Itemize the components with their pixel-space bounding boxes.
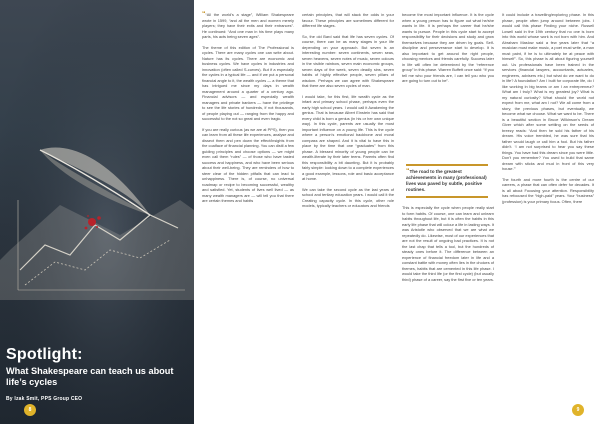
feature-title: Spotlight: bbox=[6, 346, 83, 363]
byline: By Izak Smit, PPS Group CEO bbox=[6, 396, 83, 402]
article-column-1 bbox=[202, 12, 294, 209]
paragraph: It could include a travelling/exploring phase. In this phase, people often jump around between jobs. I would call this phase Finding your niche. Russell Lowell said in the 19th century that no one is born into this world whose work is not born with him. And Abraham Maslow said a few years later that “a musician must make music, a poet must write, a man must paint, if he is to ultimately be at peace with himself”. So, this phase is all about figuring yourself out. Us professionals have been trained in the services (financial lawyers, accountants, actuaries, engineers, advisers etc.) but what do we want to do in life? A foundation? Am I built for corporate life, do I like working in big teams or am I an entrepreneur? What am I truly? What is my greatest joy? What is my natural curiosity? What should the world not expect from me, what am I not? We all come from a story, the previous phases, but eventually, we become what we choose. What we want to be. There is a beautiful section in Bruce Wilkinson’s Dream Giver which after some settling on the seeds of breezy reads: “And then he sold his father of his dream. His voice trembled, he was sure that his father would laugh or call him a fool. But his father didn’t. ‘I am not surprised to hear you say these things. You have had this dream since you were little. Don’t you remember? You used to build that same dream with sticks and mud in front of this very house.’” bbox=[502, 12, 594, 171]
paragraph: We can take the second cycle as the last years of school and tertiary education years. I would call it the Creating capacity cycle. In this cycle, other role models, typically teachers or educators and friends bbox=[302, 186, 394, 208]
paragraph: I would take, for this first, life wealth cycle as the infant and primary school phase, perhaps even the early high school years. I would call it Awakening the genius. That is because Albert Einstein has said that every child is born a genius (in his or her own unique way). In this cycle, parents are usually the most important influence on a young life. This is the cycle where a person’s emotional backbone and moral compass are shaped. And it is vital to have this in place by the time that one “graduates” from this phase. A blessed minority of young people can be wealth-literate by their later teens. Parents often find this responsibility a bit daunting. But it is probably fairly simple: looking down to a complete experiences a good example, lessons, role and basic acceptance at home. bbox=[302, 93, 394, 181]
pull-quote: “The road to the greatest achievements in many (professional) lives was paved by subtle, positive routines. bbox=[406, 164, 488, 198]
paragraph: The theme of this edition of The Professional is cycles. There are many cycles one can write about. Nature has its cycles. There are economic and business cycles. We have cycles in industries and innovation (often called S-curves). But if a especially the cycles in a typical life — and if we put a personal financial angle to it, the wealth cycles — a theme that has intrigued me since my days in wealth management around a quarter of a century ago. Financial advisors — and especially wealth managers and private bankers — have the privilege to see the life stories of hundreds, if not thousands, of people playing out — ranging from the happy and successful to the not so great and even tragic. bbox=[202, 44, 294, 121]
article-column-4 bbox=[502, 12, 594, 209]
pull-quote-mark: “ bbox=[406, 168, 410, 175]
feature-subtitle: What Shakespeare can teach us about life’s cycles bbox=[6, 366, 174, 387]
feature-photo-page bbox=[0, 0, 194, 424]
paragraph: If you are really curious (as we are at PPS), then you can learn from all these life experiences, analyse and dissect them and pen down the effect/insights from the coalface of financial planning. You can distil a few guiding principles and choose options — we might even call them “rules” — of those who have tasted success and happiness, and who have been serious about their well-being. They are reminders of how to steer clear of the hidden pitfalls that can lead to unhappiness. There is, of course, no universal roadmap or recipe to becoming successful, wealthy and satisfied. Yet, students of lives well lived — as many wealth managers are — will tell you that there are certain themes and habits bbox=[202, 126, 294, 203]
article-column-2 bbox=[302, 12, 394, 214]
page-number-left: 8 bbox=[24, 404, 36, 416]
opening-quote-mark: “ bbox=[202, 11, 206, 18]
article-column-3 bbox=[402, 12, 494, 89]
paragraph: certain principles, that will stack the odds in your favour. These principles are sometimes different for different life stages. bbox=[302, 12, 394, 28]
paragraph: So, the old Bard said that life has seven cycles. Of course, there can be as many stages in your life depending on your approach. But seven is an interesting number: seven continents, seven seas, seven heavens, seven notes of music, seven colours in the visible rainbow, seven main economic groups, seven days of the week, seven deadly sins, seven habits of highly effective people, seven pillars of wisdom. Perhaps we can agree with Shakespeare that there are also seven cycles of man. bbox=[302, 33, 394, 88]
paragraph: The fourth and more fourth is the centre of our careers, a phase that can often defer for decades. It is all about Focusing your attention. Responsibility has refocused the “high-paid” years. Your “business” (profession) is your primary focus. Often, there bbox=[502, 176, 594, 204]
article-column-3-continued bbox=[402, 205, 494, 287]
paragraph: This is especially the cycle when people really start to form habits. Of course, one can learn and unlearn habits throughout life, but it is often the habits in this early life phase that will colour a life in lasting ways. It was Aristotle who observed that we are what we repeatedly do. Likewise, most of our experiences that are not the result of ongoing bad practices. It is not the last chap that tells a tool, but the hundreds of steady ones before it. The difference between an experience of financial freedom later in life and a constant battle with money often lies in the choices of themes, habits that are cemented in this life phase. I would take the third life (or the first cycle) (but usually third) phase of a career, say the first five or ten years. bbox=[402, 205, 494, 282]
paragraph: ““All the world’s a stage”, William Shakespeare wrote in 1599, “and all the men and women merely players; they have their exits and their entrances”. He continued: “And one man in his time plays many parts, his acts being seven ages”. bbox=[202, 11, 294, 39]
page-number-right: 9 bbox=[572, 404, 584, 416]
paragraph: become the most important influence. It is the cycle when a young person has to figure out what he/she wants in life. It is perhaps the career that he/she wants to pursue. People in this cycle start to accept responsibility for their decisions and study and grow themselves because they are driven by goals. Self-discipline and perseverance start to develop. It is also important to get around the right people, choosing mentors and friends carefully. Success later in life will often be determined by the “reference group” in this phase. Warren Buffett once said: “If you tell me who your friends are, I can tell you who you are going to turn out to be”. bbox=[402, 12, 494, 83]
